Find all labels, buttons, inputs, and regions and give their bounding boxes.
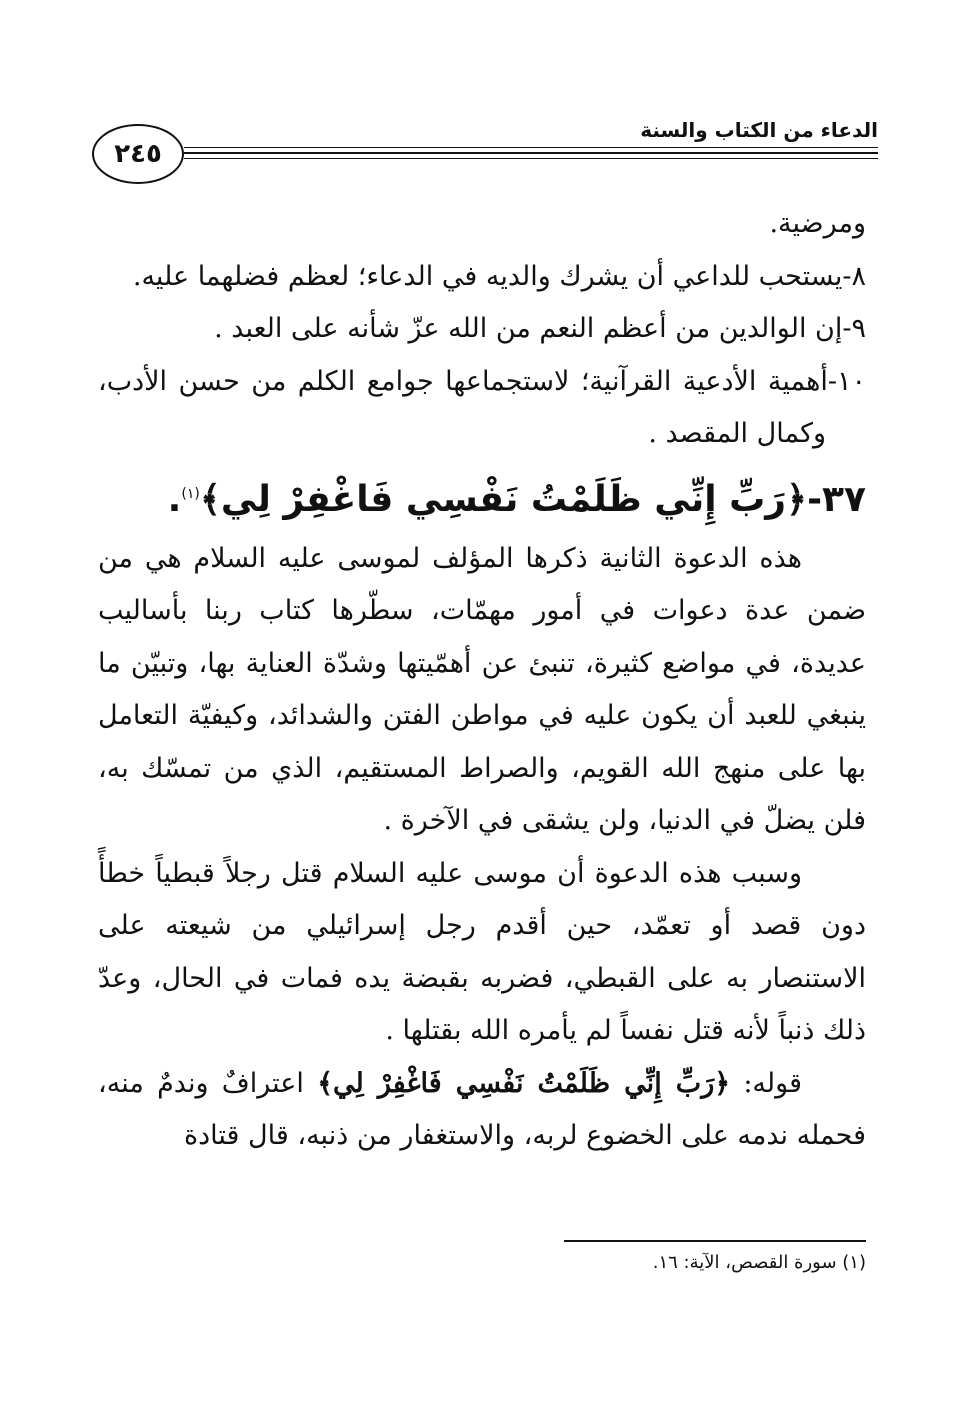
quran-quote: ﴿رَبِّ إِنِّي ظَلَمْتُ نَفْسِي فَاغْفِرْ لِي﴾ (317, 1067, 731, 1099)
list-item-8: ٨-يستحب للداعي أن يشرك والديه في الدعاء؛ لعظم فضلهما عليه. (132, 260, 866, 292)
running-header (92, 112, 878, 198)
paragraph-text: اعترافٌ وندمٌ منه، فحمله ندمه على الخضوع لربه، والاستغفار من ذنبه، قال قتادة (98, 1067, 866, 1151)
book-title: الدعاء من الكتاب والسنة (640, 118, 878, 142)
heading-period: . (167, 478, 182, 520)
paragraph: هذه الدعوة الثانية ذكرها المؤلف لموسى عليه السلام هي من ضمن عدة دعوات في أمور مهمّات، سطّرها كتاب ربنا بأساليب عديدة، في مواضع كثيرة، تنبئ عن أهمّيتها وشدّة العناية بها، وتبيّن ما ينبغي للعبد أن يكون عليه في مواطن الفتن والشدائد، وكيفيّة التعامل بها على منهج الله القويم، والصراط المستقيم، الذي من تمسّك به، فلن يضلّ في الدنيا، ولن يشقى في الآخرة . (98, 542, 866, 836)
header-rule (184, 152, 878, 154)
list-item-9: ٩-إن الوالدين من أعظم النعم من الله عزّ شأنه على العبد . (214, 313, 866, 344)
list-item-10: ١٠-أهمية الأدعية القرآنية؛ لاستجماعها جوامع الكلم من حسن الأدب، وكمال المقصد . (98, 365, 866, 449)
heading-text: ٣٧-﴿رَبِّ إِنِّي ظَلَمْتُ نَفْسِي فَاغْفِرْ لِي﴾ (199, 478, 866, 520)
section-heading (98, 461, 866, 533)
page-body (98, 198, 866, 1163)
paragraph (98, 1058, 866, 1163)
footnote: (١) سورة القصص، الآية: ١٦. (652, 1252, 866, 1273)
paragraph-lead: قوله: (730, 1067, 802, 1099)
page-number-frame (92, 124, 184, 184)
paragraph: وسبب هذه الدعوة أن موسى عليه السلام قتل رجلاً قبطياً خطأً دون قصد أو تعمّد، حين أقدم رجل إسرائيلي من شيعته على الاستنصار به على القبطي، فضربه بقبضة يده فمات في الحال، وعدّ ذلك ذنباً لأنه قتل نفساً لم يأمره الله بقتلها . (98, 857, 866, 1046)
continuation-line: ومرضية. (769, 208, 866, 239)
header-rule (184, 158, 878, 159)
page-number: ٢٤٥ (114, 139, 162, 169)
footnote-reference: (١) (181, 485, 200, 502)
header-rule (184, 147, 878, 148)
footnote-rule (564, 1240, 866, 1242)
